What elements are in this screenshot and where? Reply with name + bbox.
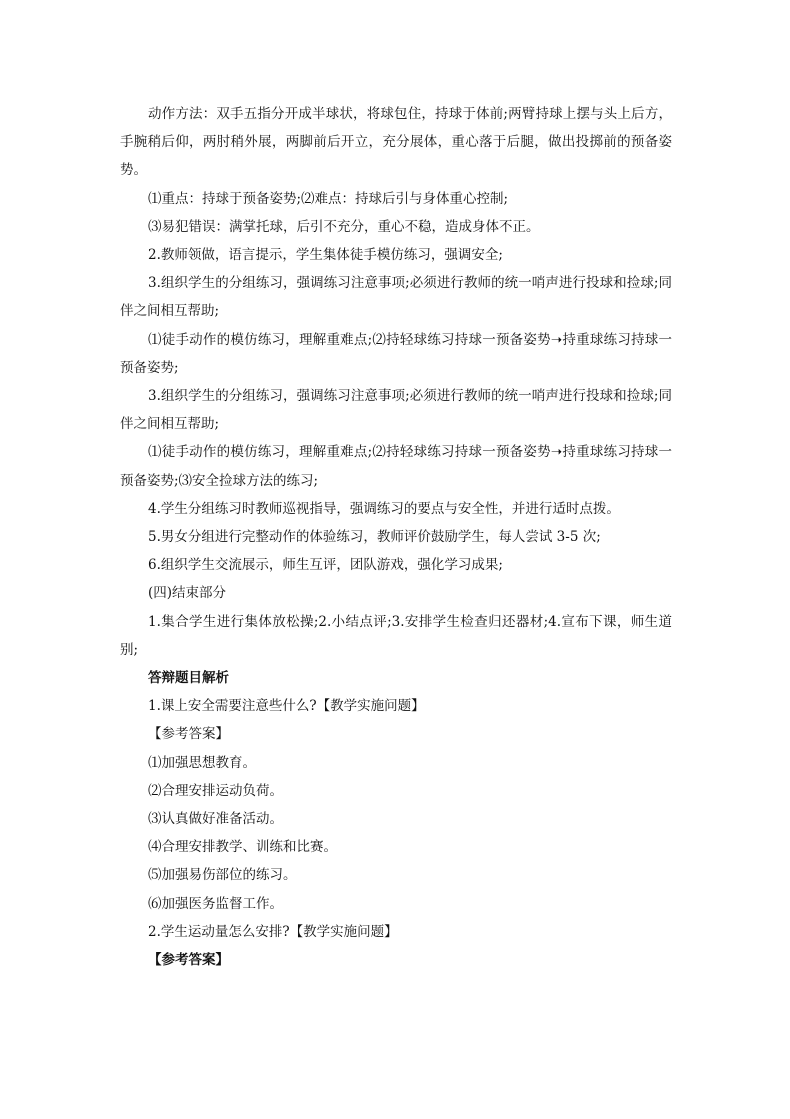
paragraph-ending-steps: 1.集合学生进行集体放松操;2.小结点评;3.安排学生检查归还器材;4.宣布下课，师生道别; bbox=[120, 613, 672, 658]
paragraph-step-4: 4.学生分组练习时教师巡视指导，强调练习的要点与安全性，并进行适时点拨。 bbox=[148, 500, 620, 517]
paragraph-common-errors: ⑶易犯错误：满掌托球，后引不充分，重心不稳，造成身体不正。 bbox=[148, 218, 540, 235]
paragraph-step-3b: 3.组织学生的分组练习，强调练习注意事项;必须进行教师的统一哨声进行投球和捡球;同伴之间相互帮助; bbox=[120, 388, 672, 433]
answer-item-5: ⑸加强易伤部位的练习。 bbox=[148, 867, 297, 884]
paragraph-practice-a: ⑴徒手动作的模仿练习，理解重难点;⑵持轻球练习持球一预备姿势➝持重球练习持球一预备姿势; bbox=[120, 331, 672, 376]
paragraph-step-5: 5.男女分组进行完整动作的体验练习，教师评价鼓励学生，每人尝试 3-5 次; bbox=[148, 529, 601, 546]
paragraph-step-6: 6.组织学生交流展示，师生互评，团队游戏，强化学习成果; bbox=[148, 557, 503, 574]
paragraph-key-points: ⑴重点：持球于预备姿势;⑵难点：持球后引与身体重心控制; bbox=[148, 190, 509, 207]
paragraph-practice-b: ⑴徒手动作的模仿练习，理解重难点;⑵持轻球练习持球一预备姿势➝持重球练习持球一预备姿势;⑶安全捡球方法的练习; bbox=[120, 444, 672, 489]
document-page bbox=[120, 100, 672, 974]
answer-item-3: ⑶认真做好准备活动。 bbox=[148, 811, 283, 828]
section-heading-ending: (四)结束部分 bbox=[148, 585, 227, 602]
question-1: 1.课上安全需要注意些什么?【教学实施问题】 bbox=[148, 698, 425, 715]
answer-item-6: ⑹加强医务监督工作。 bbox=[148, 895, 283, 912]
answer-label-2: 【参考答案】 bbox=[148, 952, 229, 969]
section-heading-defense: 答辩题目解析 bbox=[148, 670, 229, 687]
paragraph-step-2: 2.教师领做，语言提示，学生集体徒手模仿练习，强调安全; bbox=[148, 247, 503, 264]
paragraph-action-method: 动作方法：双手五指分开成半球状，将球包住，持球于体前;两臂持球上摆与头上后方，手腕稍后仰，两肘稍外展，两脚前后开立，充分展体，重心落于后腿，做出投掷前的预备姿势。 bbox=[120, 106, 672, 179]
paragraph-step-3a: 3.组织学生的分组练习，强调练习注意事项;必须进行教师的统一哨声进行投球和捡球;同伴之间相互帮助; bbox=[120, 275, 672, 320]
answer-item-1: ⑴加强思想教育。 bbox=[148, 754, 256, 771]
answer-item-2: ⑵合理安排运动负荷。 bbox=[148, 782, 283, 799]
answer-item-4: ⑷合理安排教学、训练和比赛。 bbox=[148, 839, 337, 856]
question-2: 2.学生运动量怎么安排?【教学实施问题】 bbox=[148, 923, 398, 940]
answer-label-1: 【参考答案】 bbox=[148, 726, 229, 743]
